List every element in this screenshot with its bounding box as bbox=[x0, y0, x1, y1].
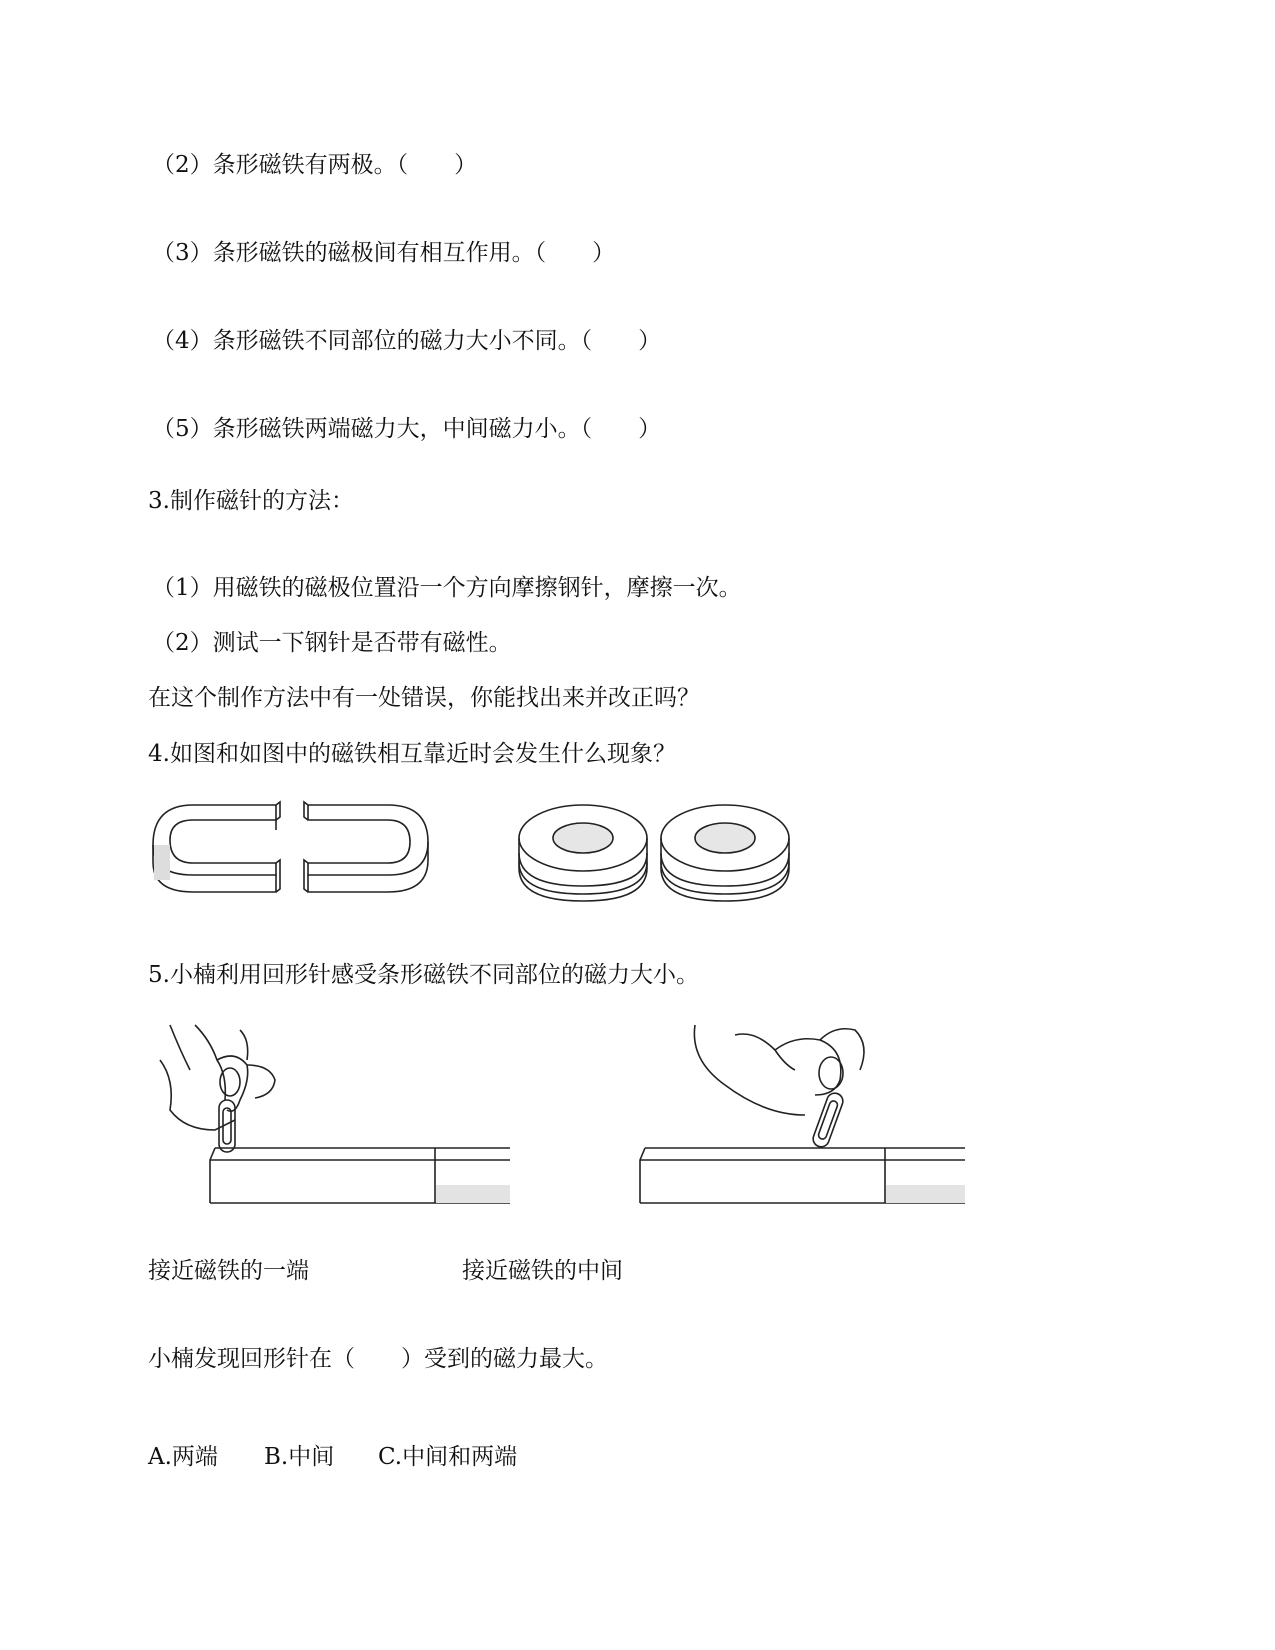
hand-left-icon bbox=[160, 1025, 275, 1130]
bar-magnet-left-icon bbox=[210, 1148, 510, 1203]
question-3-heading: 3.制作磁针的方法： bbox=[148, 488, 354, 514]
method-step-2: （2）测试一下钢针是否带有磁性。 bbox=[152, 630, 512, 656]
paperclip-right-figure bbox=[635, 1020, 975, 1210]
question-5-heading: 5.小楠利用回形针感受条形磁铁不同部位的磁力大小。 bbox=[148, 962, 699, 988]
option-a: A.两端 bbox=[148, 1444, 218, 1470]
statement-2: （2）条形磁铁有两极。（ ） bbox=[152, 152, 478, 178]
hand-right-icon bbox=[694, 1025, 864, 1115]
magnets-figure bbox=[148, 790, 828, 910]
question-3-prompt: 在这个制作方法中有一处错误，你能找出来并改正吗？ bbox=[148, 685, 700, 711]
option-b: B.中间 bbox=[264, 1444, 335, 1470]
question-4-heading: 4.如图和如图中的磁铁相互靠近时会发生什么现象？ bbox=[148, 741, 676, 767]
caption-magnet-end: 接近磁铁的一端 bbox=[148, 1258, 309, 1284]
statement-3: （3）条形磁铁的磁极间有相互作用。（ ） bbox=[152, 240, 616, 266]
bar-magnet-right-icon bbox=[640, 1148, 965, 1203]
question-5-prompt: 小楠发现回形针在（ ）受到的磁力最大。 bbox=[148, 1346, 608, 1372]
method-step-1: （1）用磁铁的磁极位置沿一个方向摩擦钢针，摩擦一次。 bbox=[152, 575, 742, 601]
statement-5: （5）条形磁铁两端磁力大，中间磁力小。（ ） bbox=[152, 416, 662, 442]
paperclip-left-figure bbox=[155, 1020, 515, 1210]
paperclip-right-icon bbox=[811, 1091, 845, 1149]
u-magnet-right-icon bbox=[304, 802, 428, 892]
option-c: C.中间和两端 bbox=[378, 1444, 518, 1470]
ring-magnet-right-icon bbox=[661, 805, 789, 901]
ring-magnet-left-icon bbox=[519, 805, 647, 901]
caption-magnet-middle: 接近磁铁的中间 bbox=[462, 1258, 623, 1284]
statement-4: （4）条形磁铁不同部位的磁力大小不同。（ ） bbox=[152, 328, 662, 354]
u-magnet-left-icon bbox=[153, 802, 280, 892]
